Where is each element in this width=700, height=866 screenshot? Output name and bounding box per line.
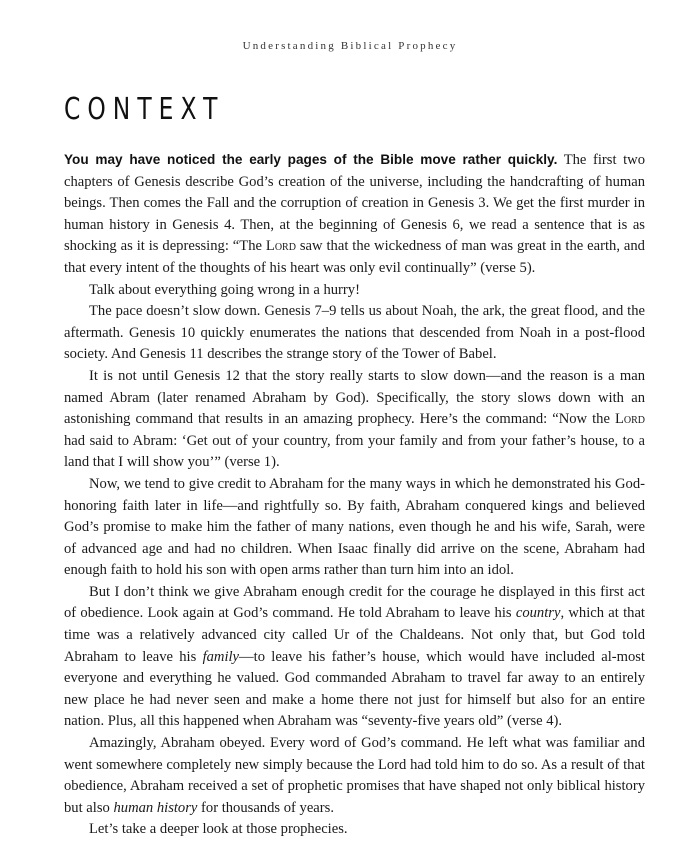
text-run: The first two chapters of Genesis describe God’s creation of the universe, including the handcrafting of human beings. Then comes the Fall and the corruption of creation in Genesis 3. We get the first murder in human history in Genesis 4. Then, at the beginning of Genesis 6, we read a sentence that is as shocking as it is depressing: “The — [64, 152, 645, 255]
running-header: Understanding Biblical Prophecy — [242, 40, 458, 52]
chapter-title: CONTEXT — [64, 92, 225, 127]
lead-in-sentence: You may have noticed the early pages of the Bible move rather quickly. — [64, 152, 558, 167]
text-run: It is not until Genesis 12 that the story really starts to slow down—and the reason is a man named Abram (later renamed Abraham by God). Specifically, the story slows down with an astonishing command that results in an amazing prophecy. Here’s the command: “Now the — [64, 367, 645, 428]
text-run: —to leave his father’s house, which would have included al-most everyone and everything he valued. God commanded Abraham to travel far away to an entirely new place he had never seen and make a home there not just for himself but also for an entire nation. Plus, all this happened when Abraham was “seventy-five years old” (verse 4). — [64, 648, 645, 730]
paragraph-8: Let’s take a deeper look at those prophecies. — [89, 821, 348, 838]
text-run: But I don’t think we give Abraham enough credit for the courage he displayed in this first act of obedience. Look again at God’s command. He told Abraham to leave his — [64, 583, 645, 622]
emphasis: country — [515, 605, 561, 622]
text-run: Amazingly, Abraham obeyed. Every word of God’s command. He left what was familiar and went somewhere completely new simply because the Lord had told him to do so. As a result of that obedience, Abraham received a set of prophetic promises that have shaped not only biblical history but also — [64, 735, 645, 816]
paragraph-5: Now, we tend to give credit to Abraham for the many ways in which he demonstrated his God-honoring faith later in life—and rightfully so. By faith, Abraham conquered kings and believed God’s promise to make him the father of many nations, even though he and his wife, Sarah, were of advanced age and had no children. When Isaac finally did arrive on the scene, Abraham had enough faith to hold his son with open arms rather than turn him into an idol. — [64, 475, 645, 579]
paragraph-6 — [64, 582, 645, 733]
lord-small-caps: Lord — [614, 411, 645, 428]
text-run: for thousands of years. — [197, 799, 334, 816]
text-run: saw that the wickedness of man was great in the earth, and that every intent of the thoughts of his heart was only evil continually” (verse 5). — [64, 238, 645, 276]
paragraph-1 — [64, 149, 645, 280]
text-run: had said to Abram: ‘Get out of your country, from your family and from your father’s house, to a land that I will show you’” (verse 1). — [64, 432, 645, 471]
paragraph-7 — [64, 733, 645, 819]
paragraph-2: Talk about everything going wrong in a hurry! — [89, 281, 360, 298]
lord-small-caps: Lord — [265, 238, 296, 255]
emphasis: family — [202, 648, 240, 665]
body-text — [64, 149, 645, 841]
paragraph-3: The pace doesn’t slow down. Genesis 7–9 tells us about Noah, the ark, the great flood, and the aftermath. Genesis 10 quickly enumerates the nations that descended from Noah in a post-flood society. And Genesis 11 describes the strange story of the Tower of Babel. — [64, 303, 645, 363]
paragraph-4 — [64, 366, 645, 474]
emphasis: human history — [113, 799, 198, 816]
text-run: , which at that time was a relatively advanced city called Ur of the Chaldeans. Not only that, but God told Abraham to leave his — [64, 605, 645, 665]
